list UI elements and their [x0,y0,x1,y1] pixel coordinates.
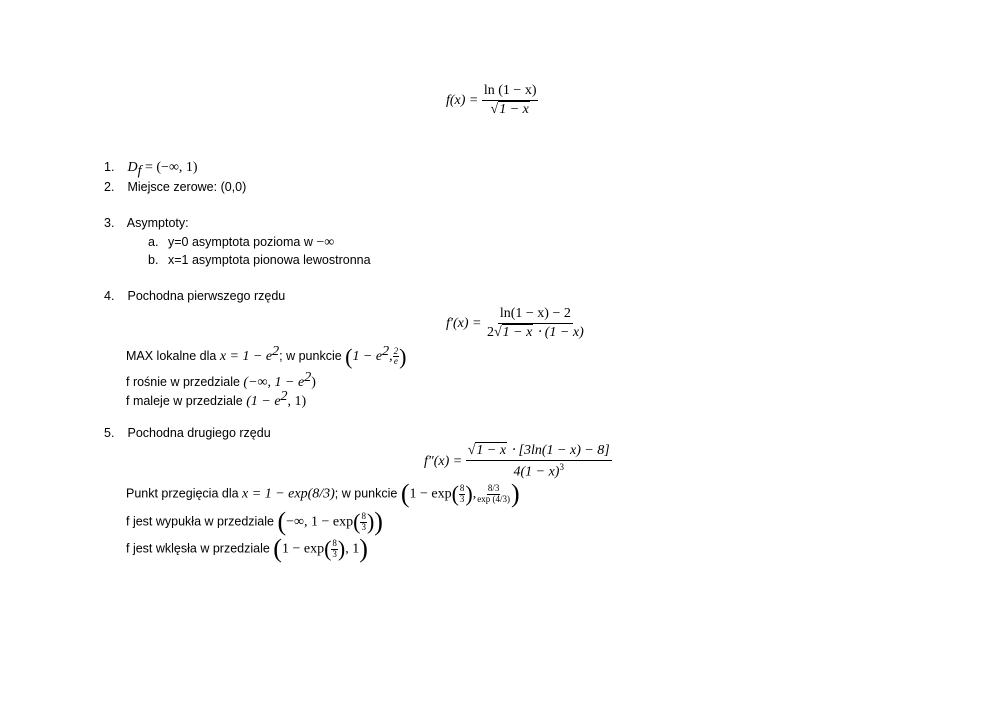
exponent: 2 [304,370,312,385]
concave-line [126,536,368,562]
second-derivative-formula [424,443,612,481]
domain-value: = (−∞, 1) [141,160,198,175]
function-lhs: f(x) = [446,92,479,108]
decreasing-interval: (1 − e [246,394,281,410]
function-denominator: √1 − x [490,102,529,118]
second-derivative-denominator [511,461,566,481]
asymptote-vertical [148,253,371,267]
exponent: 2 [272,344,280,359]
sub-item-letter: a. [148,235,159,249]
num-radicand: 1 − x [476,443,507,458]
den-exponent: 3 [559,462,564,473]
second-derivative-fraction [466,443,612,481]
num-factor: ⋅ [3ln(1 − x) − 8] [507,443,610,458]
paren-close: ) [359,534,368,563]
asymptote-math: −∞ [316,235,335,250]
item-number: 5. [104,426,115,440]
frac-den: e [393,356,398,367]
first-derivative-fraction [485,306,586,341]
inflection-point-x: 1 − exp [409,486,452,502]
convex-interval: −∞, 1 − exp [286,514,354,530]
function-definition [446,83,538,118]
increasing-text: f rośnie w przedziale [126,375,244,390]
asymptotes-heading: Asymptoty: [126,216,189,230]
item-number: 1. [104,160,115,174]
asymptote-text: y=0 asymptota pozioma w [168,235,317,249]
function-fraction [482,83,539,118]
local-max-line: MAX lokalne dla $x = 1 - e^2$; w punkcie ($1 - e^2$, $\frac{2}{e}$ ) [126,343,407,369]
paren-open: ( [451,481,459,506]
asymptote-text: x=1 asymptota pionowa lewostronna [168,253,371,267]
interval-end: , 1 [345,541,360,557]
local-max-x: x = 1 − e [219,349,273,365]
paren-close: ) [511,479,520,508]
item-first-derivative [104,289,285,303]
decreasing-text: f maleje w przedziale [126,394,247,409]
domain-symbol: D [127,160,138,175]
paren-close: ) [366,509,375,534]
exponent: 2 [382,344,390,359]
local-max-point-x: 1 − e [352,349,383,365]
zero-text: Miejsce zerowe: (0,0) [127,180,247,194]
second-derivative-lhs: f″(x) = [424,454,463,470]
item-second-derivative [104,426,271,440]
first-derivative-formula [446,306,586,341]
paren-close: ) [465,481,473,506]
frac-num: 8 [459,483,465,494]
frac-den: 3 [459,493,465,504]
inflection-sep: ; w punkcie [334,486,401,501]
frac-den: exp (4/3) [477,493,510,504]
convex-text: f jest wypukła w przedziale [126,514,278,529]
first-derivative-denominator: 2√1 − x ⋅ (1 − x) [486,325,584,341]
paren-open: ( [324,536,332,561]
frac-num: 8 [361,511,366,522]
frac-num: 8 [332,538,337,549]
paren-close: ) [374,507,383,536]
paren-open: ( [400,479,410,508]
domain-subscript: f [137,163,142,179]
function-numerator: ln (1 − x) [482,83,539,101]
second-derivative-numerator: √1 − x ⋅ [3ln(1 − x) − 8] [466,443,612,461]
inflection-text: Punkt przegięcia dla [126,486,243,501]
function-radicand: 1 − x [499,102,529,118]
den-base: 4(1 − x) [513,464,560,480]
paren-open: ( [345,343,353,369]
frac-den: 3 [332,548,337,559]
first-derivative-lhs: f′(x) = [446,315,482,331]
frac-num: 8/3 [487,483,500,494]
den-factor: ⋅ (1 − x) [533,325,584,341]
inflection-x: x = 1 − exp(8/3) [242,486,335,502]
frac-num: 2 [393,345,399,356]
frac-den: 3 [361,521,366,532]
item-asymptotes [104,216,189,230]
paren-close: ) [399,343,407,369]
concave-text: f jest wklęsła w przedziale [126,541,274,556]
increasing-interval: (−∞, 1 − e [243,375,305,391]
asymptote-horizontal [148,235,334,251]
exponent: 2 [280,389,288,404]
local-max-text: MAX lokalne dla [126,349,220,364]
paren-close: ) [337,536,346,561]
paren-open: ( [277,507,287,536]
sub-item-letter: b. [148,253,159,267]
concave-interval: 1 − exp [281,541,325,557]
paren-open: ( [273,534,282,563]
item-domain [104,160,198,180]
item-number: 4. [104,289,115,303]
item-number: 2. [104,180,115,194]
decreasing-line [126,389,306,410]
interval-close: , 1) [287,394,307,410]
first-derivative-numerator: ln(1 − x) − 2 [498,306,573,324]
convex-line [126,509,383,535]
inflection-point-y [476,484,511,504]
increasing-line [126,370,316,391]
item-number: 3. [104,216,115,230]
den-coefficient: 2 [486,325,494,341]
second-derivative-heading: Pochodna drugiego rzędu [127,426,271,440]
first-derivative-heading: Pochodna pierwszego rzędu [127,289,286,303]
item-zero [104,180,246,194]
inflection-line: Punkt przegięcia dla x = 1 − exp(8/3); w punkcie (1 − exp( $\frac{8}{3}$ ), $\frac{8/3}{\exp (4/3)}$ ) [126,479,520,508]
paren-open: ( [353,509,361,534]
den-radicand: 1 − x [502,325,533,341]
local-max-sep: ; w punkcie [279,349,346,364]
interval-close: ) [311,375,316,391]
